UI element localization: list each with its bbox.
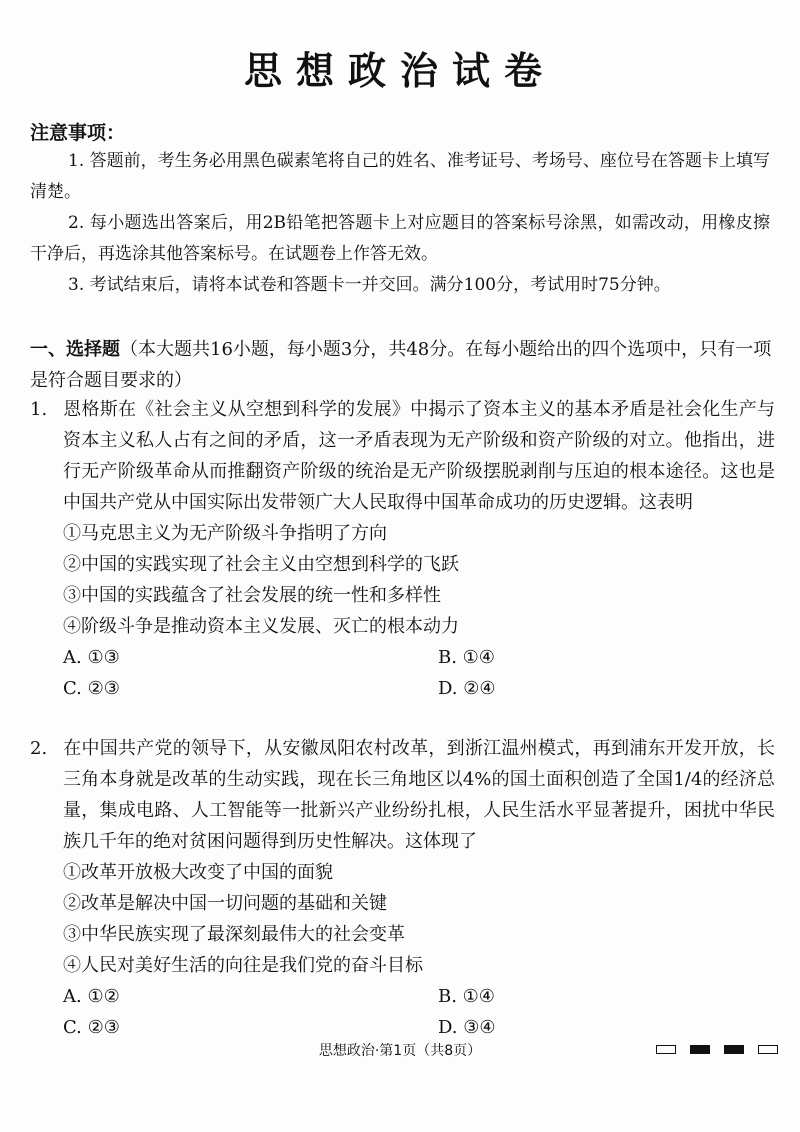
notice-item-1: 1. 答题前，考生务必用黑色碳素笔将自己的姓名、准考证号、考场号、座位号在答题卡上填写清楚。: [30, 151, 770, 202]
statement: ③中华民族实现了最深刻最伟大的社会变革: [63, 924, 405, 945]
empty-mark: [656, 1045, 676, 1054]
notice-item-2: 2. 每小题选出答案后，用2B铅笔把答题卡上对应题目的答案标号涂黑，如需改动，用橡皮擦干净后，再选涂其他答案标号。在试题卷上作答无效。: [30, 213, 770, 264]
option-a: A. ①③: [63, 647, 120, 668]
notice-heading: 注意事项：: [30, 122, 126, 144]
empty-mark: [758, 1045, 778, 1054]
question-1: [30, 394, 775, 704]
question-text: 恩格斯在《社会主义从空想到科学的发展》中揭示了资本主义的基本矛盾是社会化生产与资本主义私人占有之间的矛盾，这一矛盾表现为无产阶级和资产阶级的对立。他指出，进行无产阶级革命从而推翻资产阶级的统治是无产阶级摆脱剥削与压迫的根本途径。这也是中国共产党从中国实际出发带领广大人民取得中国革命成功的历史逻辑。这表明: [63, 399, 775, 513]
option-d: D. ③④: [438, 1017, 496, 1038]
notice-item-3: 3. 考试结束后，请将本试卷和答题卡一并交回。满分100分，考试用时75分钟。: [68, 275, 671, 295]
page-footer: 思想政治·第1页（共8页）: [318, 1043, 482, 1059]
statement: ②改革是解决中国一切问题的基础和关键: [63, 893, 387, 914]
section-instruction: （本大题共16小题，每小题3分，共48分。在每小题给出的四个选项中，只有一项是符合题目要求的）: [30, 339, 772, 391]
filled-mark: [690, 1045, 710, 1054]
option-c: C. ②③: [63, 1017, 120, 1038]
option-b: B. ①④: [438, 986, 495, 1007]
statement: ①马克思主义为无产阶级斗争指明了方向: [63, 523, 387, 544]
page-position-marks: [656, 1045, 778, 1054]
statement: ①改革开放极大改变了中国的面貌: [63, 862, 333, 883]
option-a: A. ①②: [63, 986, 120, 1007]
statement: ④阶级斗争是推动资本主义发展、灭亡的根本动力: [63, 616, 459, 637]
option-b: B. ①④: [438, 647, 495, 668]
option-d: D. ②④: [438, 678, 496, 699]
options: [30, 642, 775, 704]
section-heading: [30, 334, 775, 396]
filled-mark: [724, 1045, 744, 1054]
question-stem: [30, 394, 775, 518]
option-c: C. ②③: [63, 678, 120, 699]
question-text: 在中国共产党的领导下，从安徽凤阳农村改革，到浙江温州模式，再到浦东开发开放，长三角本身就是改革的生动实践，现在长三角地区以4%的国土面积创造了全国1/4的经济总量，集成电路、人工智能等一批新兴产业纷纷扎根，人民生活水平显著提升，困扰中华民族几千年的绝对贫困问题得到历史性解决。这体现了: [63, 738, 775, 852]
question-number: 2.: [30, 738, 48, 759]
page-title: 思想政治试卷: [243, 49, 556, 93]
options: [30, 981, 775, 1043]
question-stem: [30, 733, 775, 857]
question-number: 1.: [30, 399, 48, 420]
section-title: 一、选择题: [30, 339, 120, 360]
statement: ③中国的实践蕴含了社会发展的统一性和多样性: [63, 585, 441, 606]
question-2: [30, 733, 775, 1043]
statement: ②中国的实践实现了社会主义由空想到科学的飞跃: [63, 554, 459, 575]
statement: ④人民对美好生活的向往是我们党的奋斗目标: [63, 955, 423, 976]
